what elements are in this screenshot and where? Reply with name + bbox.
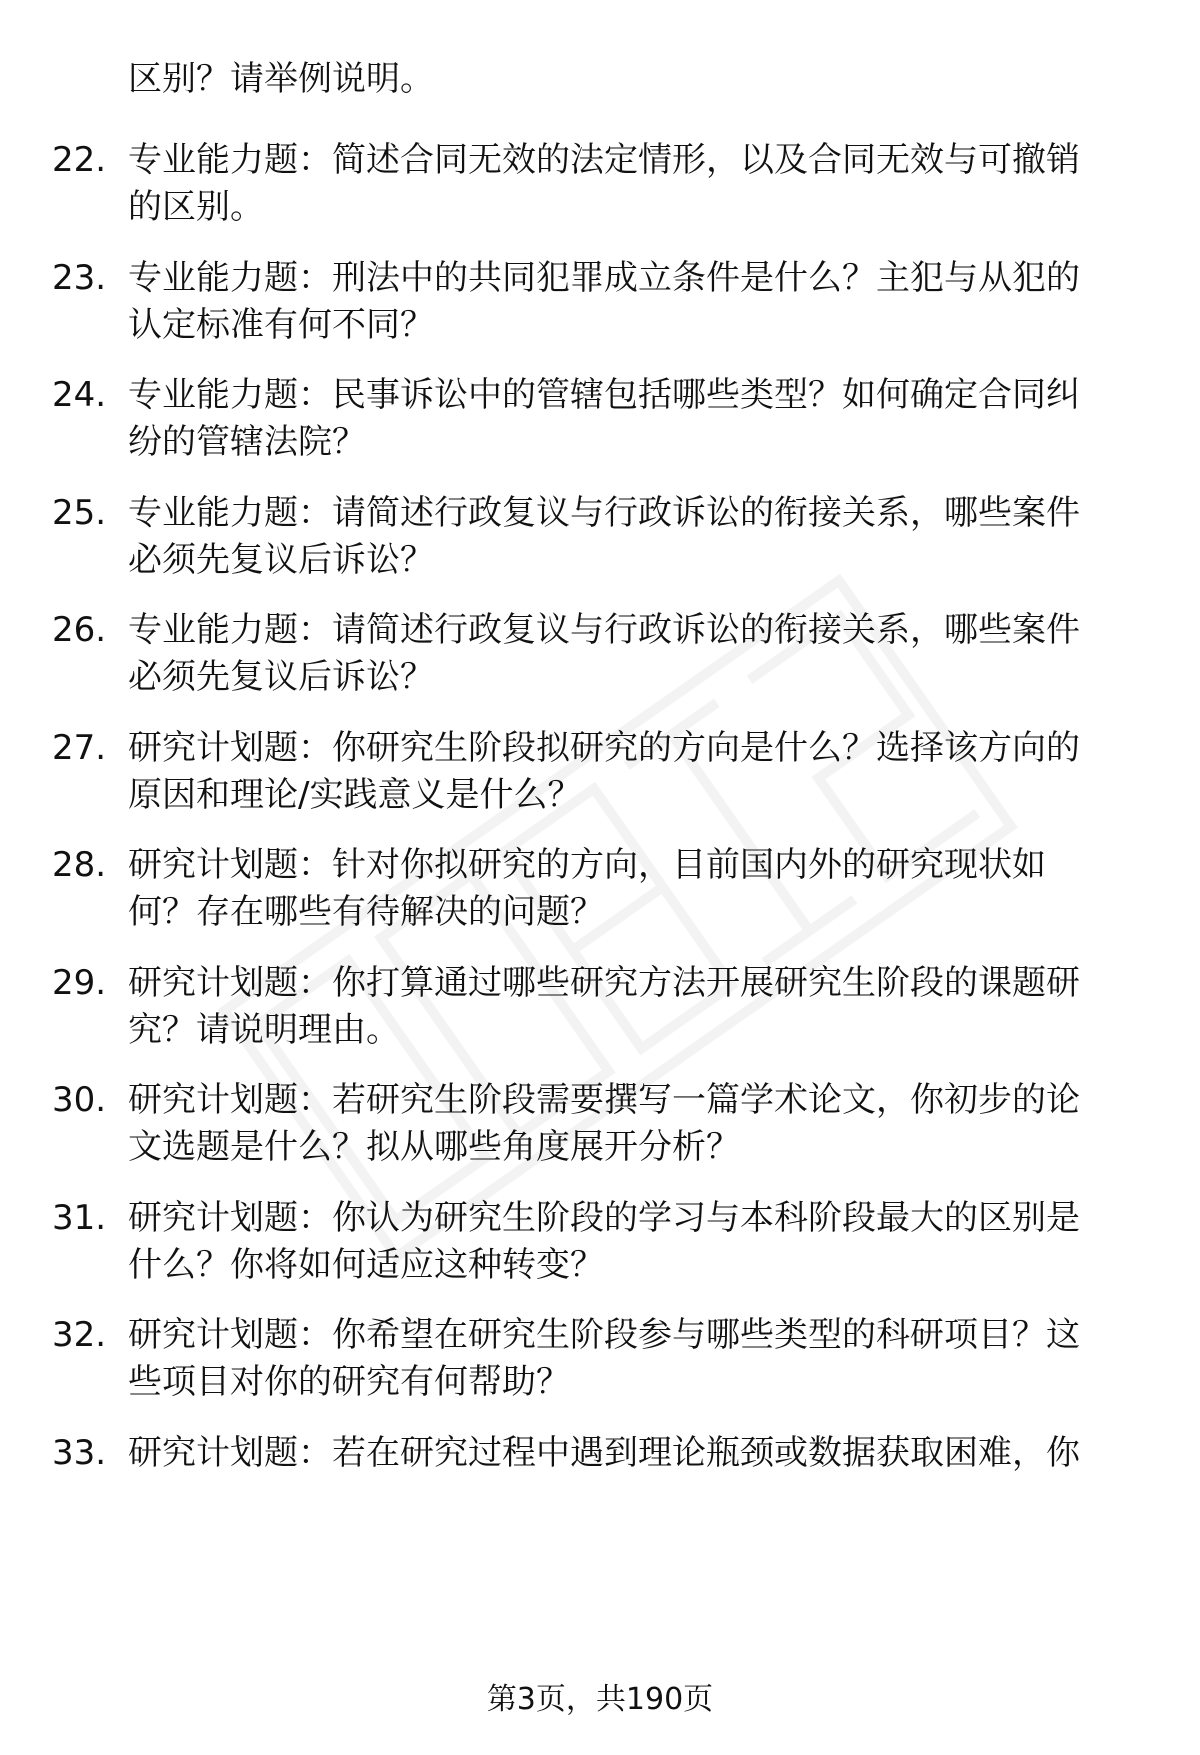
question-text-line2: 原因和理论/实践意义是什么？	[128, 775, 582, 815]
question-number: 26.	[52, 610, 107, 650]
question-text-line1: 研究计划题：你研究生阶段拟研究的方向是什么？选择该方向的	[128, 728, 1080, 768]
page-footer: 第3页，共190页	[486, 1682, 714, 1717]
question-text-line2: 的区别。	[128, 187, 264, 227]
question-text-line2: 究？请说明理由。	[128, 1010, 400, 1050]
question-text-line1: 专业能力题：请简述行政复议与行政诉讼的衔接关系，哪些案件	[128, 493, 1080, 533]
question-text-line1: 专业能力题：刑法中的共同犯罪成立条件是什么？主犯与从犯的	[128, 258, 1080, 298]
question-text-line1: 专业能力题：请简述行政复议与行政诉讼的衔接关系，哪些案件	[128, 610, 1080, 650]
question-text-line1: 研究计划题：你认为研究生阶段的学习与本科阶段最大的区别是	[128, 1198, 1080, 1238]
question-number: 28.	[52, 845, 107, 885]
question-number: 33.	[52, 1433, 107, 1473]
question-text-line2: 什么？你将如何适应这种转变？	[128, 1245, 604, 1285]
question-text-line1: 专业能力题：简述合同无效的法定情形，以及合同无效与可撤销	[128, 140, 1080, 180]
question-text-line2: 必须先复议后诉讼？	[128, 540, 434, 580]
question-text-line1: 研究计划题：你希望在研究生阶段参与哪些类型的科研项目？这	[128, 1315, 1080, 1355]
question-number: 27.	[52, 728, 107, 768]
question-number: 29.	[52, 963, 107, 1003]
question-text-line2: 纷的管辖法院？	[128, 422, 366, 462]
question-text-line1: 研究计划题：你打算通过哪些研究方法开展研究生阶段的课题研	[128, 963, 1080, 1003]
question-text-line2: 文选题是什么？拟从哪些角度展开分析？	[128, 1127, 740, 1167]
question-text-line1: 专业能力题：民事诉讼中的管辖包括哪些类型？如何确定合同纠	[128, 375, 1080, 415]
question-number: 31.	[52, 1198, 107, 1238]
continuation-text: 区别？请举例说明。	[128, 59, 434, 99]
question-text-line2: 认定标准有何不同？	[128, 305, 434, 345]
question-text-line1: 研究计划题：若研究生阶段需要撰写一篇学术论文，你初步的论	[128, 1080, 1080, 1120]
question-text-line2: 些项目对你的研究有何帮助？	[128, 1362, 570, 1402]
question-text-line1: 研究计划题：若在研究过程中遇到理论瓶颈或数据获取困难，你	[128, 1433, 1080, 1473]
question-number: 24.	[52, 375, 107, 415]
question-number: 23.	[52, 258, 107, 298]
question-number: 22.	[52, 140, 107, 180]
question-number: 25.	[52, 493, 107, 533]
question-number: 32.	[52, 1315, 107, 1355]
question-number: 30.	[52, 1080, 107, 1120]
question-text-line1: 研究计划题：针对你拟研究的方向，目前国内外的研究现状如	[128, 845, 1046, 885]
question-text-line2: 何？存在哪些有待解决的问题？	[128, 892, 604, 932]
question-text-line2: 必须先复议后诉讼？	[128, 657, 434, 697]
